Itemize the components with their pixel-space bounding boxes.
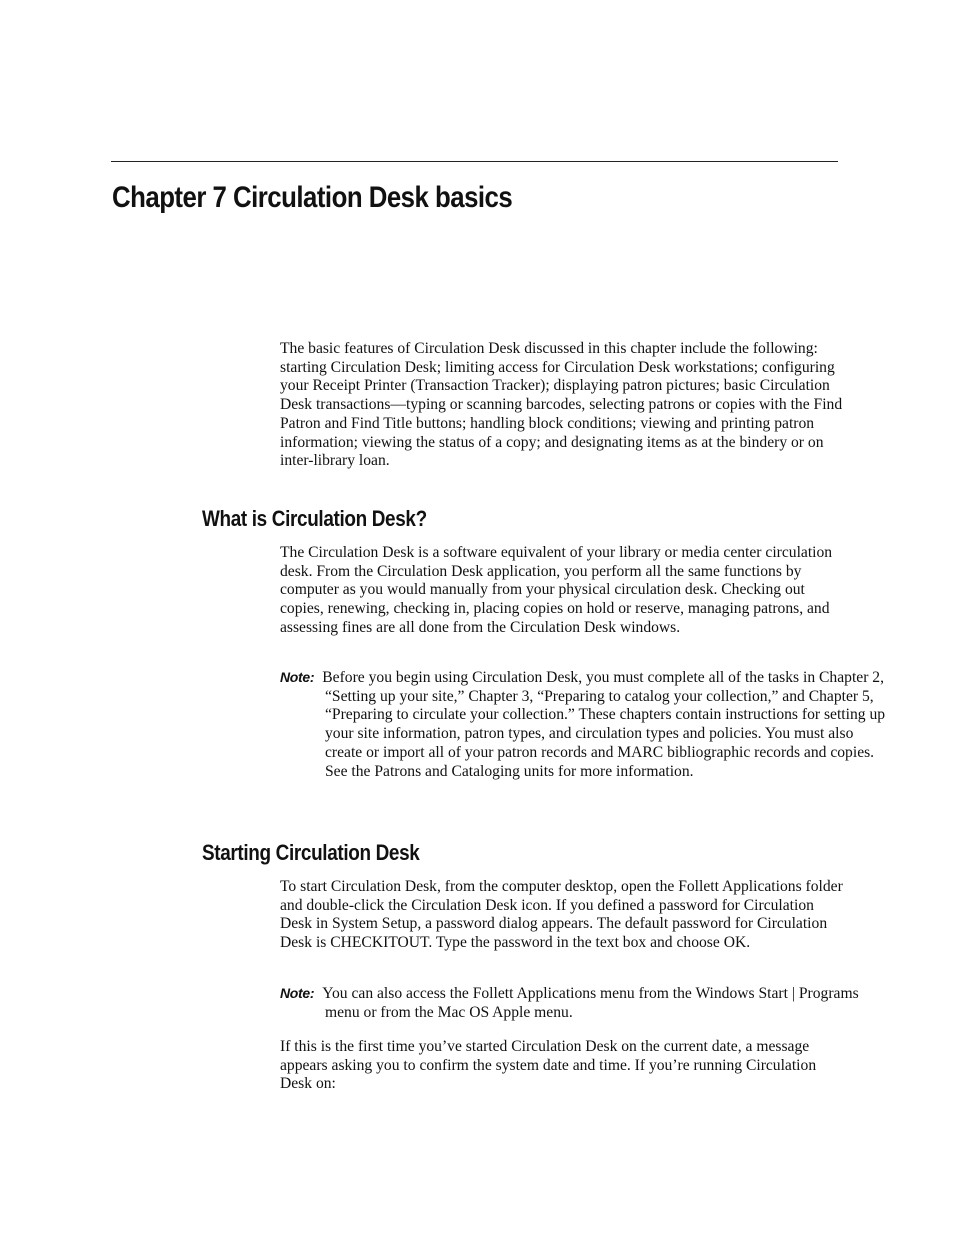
note-label: Note: xyxy=(280,985,315,1001)
starting-paragraph-2: If this is the first time you’ve started Circulation Desk on the current date, a message appears asking you to confirm the system date and time. If you’re running Circulation Desk on: xyxy=(280,1038,817,1093)
what-is-note xyxy=(280,668,891,781)
starting-note xyxy=(280,984,891,1022)
header-rule xyxy=(111,161,838,162)
section-heading-starting: Starting Circulation Desk xyxy=(202,840,420,865)
starting-paragraph: To start Circulation Desk, from the computer desktop, open the Follett Applications folder and double-click the Circulation Desk icon. If you defined a password for Circulation Desk in System Setup, a password dialog appears. The default password for Circulation Desk is CHECKITOUT. Type the password in the text box and choose OK. xyxy=(280,878,843,952)
section-heading-what-is: What is Circulation Desk? xyxy=(202,506,427,531)
note-text: Before you begin using Circulation Desk, you must complete all of the tasks in Chapter 2, “Setting up your site,” Chapter 3, “Preparing to catalog your collection,” and Chapter 5, “Preparing to circulate your collection.” These chapters contain instructions for setting up your site information, patron types, and circulation types and policies. You must also create or import all of your patron records and MARC bibliographic records and copies. See the Patrons and Cataloging units for more information. xyxy=(322,669,886,780)
intro-paragraph: The basic features of Circulation Desk discussed in this chapter include the following: starting Circulation Desk; limiting access for Circulation Desk workstations; configuring your Receipt Printer (Transaction Tracker); displaying patron pictures; basic Circulation Desk transactions—typing or scanning barcodes, selecting patrons or copies with the Find Patron and Find Title buttons; handling block conditions; viewing and printing patron information; viewing the status of a copy; and designating items as at the bindery or on inter-library loan. xyxy=(280,340,843,470)
note-label: Note: xyxy=(280,669,315,685)
note-text: You can also access the Follett Applications menu from the Windows Start | Programs menu or from the Mac OS Apple menu. xyxy=(322,985,859,1021)
chapter-title: Chapter 7 Circulation Desk basics xyxy=(112,181,513,214)
what-is-paragraph: The Circulation Desk is a software equivalent of your library or media center circulation desk. From the Circulation Desk application, you perform all the same functions by computer as you would manually from your physical circulation desk. Checking out copies, renewing, checking in, placing copies on hold or reserve, managing patrons, and assessing fines are all done from the Circulation Desk windows. xyxy=(280,544,833,636)
